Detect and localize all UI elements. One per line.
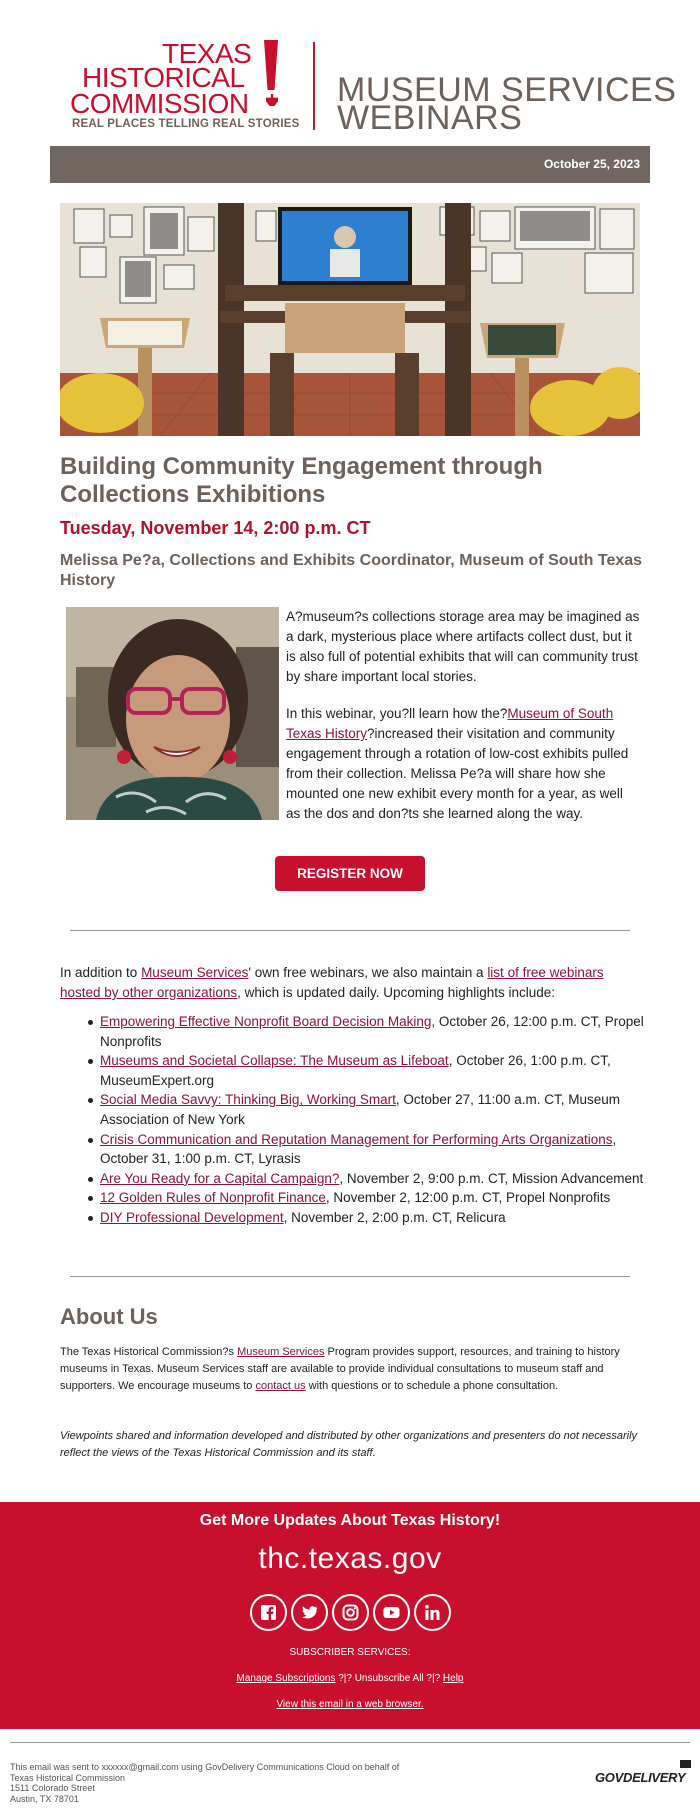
about-text-2: Program provides support, resources, and training to history museums in Texas. Museum Services staff are available to provide individual consultations to museum staff and supporters. We encourage museums to: [60, 1346, 620, 1392]
youtube-icon[interactable]: [373, 1594, 410, 1631]
event-link[interactable]: Social Media Savvy: Thinking Big, Working Smart: [100, 1092, 396, 1108]
gallery-illustration: [60, 203, 640, 436]
instagram-icon[interactable]: [332, 1594, 369, 1631]
contact-us-link[interactable]: contact us: [255, 1380, 306, 1392]
para2-text-post: ?increased their visitation and community engagement through a rotation of low-cost exhibits pulled from their collection. Melissa Pe?a will share how she mounted one new exhibit every month for a year, as well as the dos and don?ts she learned along the way.: [286, 726, 629, 821]
logo-tagline: REAL PLACES TELLING REAL STORIES: [72, 118, 300, 130]
logo-line-texas: TEXAS: [162, 38, 252, 69]
free-webinars-list-link[interactable]: list of free webinars hosted by other organizations: [60, 965, 604, 1000]
govdelivery-logo[interactable]: [595, 1770, 685, 1785]
list-item: [100, 1012, 645, 1051]
list-item: [100, 1188, 645, 1208]
govdelivery-brand: GOVDELIVERY: [595, 1770, 686, 1785]
sent-info-line3: 1511 Colorado Street: [10, 1783, 95, 1793]
event-detail: , November 2, 12:00 p.m. CT, Propel Nonprofits: [325, 1190, 611, 1206]
description-paragraph-2: [286, 704, 640, 824]
subscriber-services-label: SUBSCRIBER SERVICES:: [289, 1647, 411, 1658]
about-museum-services-link[interactable]: Museum Services: [237, 1346, 325, 1358]
unsubscribe-all-text[interactable]: ?|? Unsubscribe All ?|?: [335, 1673, 443, 1684]
about-text: [60, 1344, 640, 1395]
upcoming-webinars-list: [100, 1012, 645, 1228]
intro-text-1: In addition to: [60, 965, 142, 980]
date-bar: [50, 146, 650, 183]
presenter-photo: [66, 607, 279, 820]
about-text-1: The Texas Historical Commission?s: [60, 1346, 238, 1358]
event-link[interactable]: Museums and Societal Collapse: The Museum as Lifeboat: [100, 1053, 449, 1069]
intro-text-2: ' own free webinars, we also maintain a: [248, 965, 488, 980]
web-view-row: [0, 1699, 700, 1710]
event-detail: , October 31, 1:00 p.m. CT, Lyrasis: [100, 1131, 617, 1167]
bottom-divider: [10, 1742, 690, 1743]
footer-updates-heading: Get More Updates About Texas History!: [199, 1512, 501, 1529]
sent-info-line2: Texas Historical Commission: [10, 1772, 126, 1783]
event-link[interactable]: Crisis Communication and Reputation Management for Performing Arts Organizations: [100, 1131, 613, 1147]
event-detail: , October 26, 1:00 p.m. CT, MuseumExpert.org: [100, 1053, 611, 1088]
event-detail: , October 26, 12:00 p.m. CT, Propel Nonprofits: [100, 1014, 644, 1049]
para2-text-pre: In this webinar, you?ll learn how the?: [286, 706, 508, 721]
webinar-title: Building Community Engagement through Collections Exhibitions: [60, 453, 543, 508]
section-divider-2: [70, 1276, 630, 1277]
list-item: [100, 1169, 645, 1189]
sent-info-line1: This email was sent to xxxxxx@gmail.com using GovDelivery Communications Cloud on behalf of: [10, 1762, 400, 1772]
intro-text-3: , which is updated daily. Upcoming highlights include:: [237, 985, 556, 1000]
logo-line-historical: HISTORICAL: [82, 62, 245, 93]
header-title: [337, 71, 677, 137]
event-link[interactable]: Empowering Effective Nonprofit Board Decision Making: [100, 1014, 432, 1029]
social-icons: [250, 1594, 450, 1632]
footer-site-link[interactable]: thc.texas.gov: [258, 1542, 442, 1575]
disclaimer-text: Viewpoints shared and information developed and distributed by other organizations and presenters do not necessarily reflect the views of the Texas Historical Commission and its staff.: [60, 1430, 638, 1459]
header-divider: [313, 42, 315, 130]
event-link[interactable]: Are You Ready for a Capital Campaign?: [100, 1170, 340, 1186]
event-detail: , October 27, 11:00 a.m. CT, Museum Association of New York: [100, 1092, 620, 1127]
twitter-icon[interactable]: [291, 1594, 328, 1631]
logo-exclamation-icon: [264, 40, 278, 102]
manage-subscriptions-link[interactable]: Manage Subscriptions: [236, 1673, 336, 1684]
subscription-links: [0, 1673, 700, 1684]
email-header: [0, 0, 700, 145]
webinar-date-time: Tuesday, November 14, 2:00 p.m. CT: [60, 518, 371, 538]
issue-date: October 25, 2023: [543, 157, 640, 171]
envelope-icon: [680, 1760, 691, 1768]
texas-shape-icon: [266, 94, 278, 106]
about-text-3: with questions or to schedule a phone consultation.: [305, 1380, 559, 1392]
hero-image-museum-gallery: [60, 203, 640, 436]
more-webinars-intro: [60, 963, 640, 1003]
sent-info: [10, 1762, 490, 1804]
list-item: [100, 1051, 645, 1090]
facebook-icon[interactable]: [250, 1594, 287, 1631]
webinar-presenter: Melissa Pe?a, Collections and Exhibits Coordinator, Museum of South Texas History: [60, 552, 643, 589]
footer-banner: [0, 1502, 700, 1729]
webinar-description: [286, 607, 640, 841]
sent-info-line4: Austin, TX 78701: [10, 1793, 79, 1804]
section-divider-1: [70, 930, 630, 931]
list-item: [100, 1090, 645, 1129]
museum-services-link[interactable]: Museum Services: [141, 965, 249, 980]
about-heading: About Us: [60, 1304, 158, 1329]
list-item: [100, 1130, 645, 1169]
event-link[interactable]: DIY Professional Development: [100, 1209, 284, 1225]
event-detail: , November 2, 9:00 p.m. CT, Mission Advancement: [339, 1170, 644, 1186]
event-detail: , November 2, 2:00 p.m. CT, Relicura: [283, 1209, 506, 1225]
help-link[interactable]: Help: [442, 1673, 464, 1684]
event-link[interactable]: 12 Golden Rules of Nonprofit Finance: [100, 1190, 326, 1206]
museum-south-texas-link[interactable]: Museum of South Texas History: [286, 706, 614, 741]
header-title-line2: WEBINARS: [337, 99, 523, 137]
list-item: [100, 1208, 645, 1228]
description-paragraph-1: A?museum?s collections storage area may be imagined as a dark, mysterious place where artifacts collect dust, but it is also full of potential exhibits that will can community trust by share important local stories.: [286, 609, 640, 684]
logo-line-commission: COMMISSION: [70, 88, 249, 119]
register-now-button[interactable]: REGISTER NOW: [275, 856, 425, 891]
header-title-line1: MUSEUM SERVICES: [337, 71, 677, 109]
view-in-browser-link[interactable]: View this email in a web browser.: [276, 1699, 424, 1710]
presenter-portrait-illustration: [66, 607, 279, 820]
thc-logo[interactable]: [70, 40, 300, 135]
linkedin-icon[interactable]: [414, 1594, 451, 1631]
